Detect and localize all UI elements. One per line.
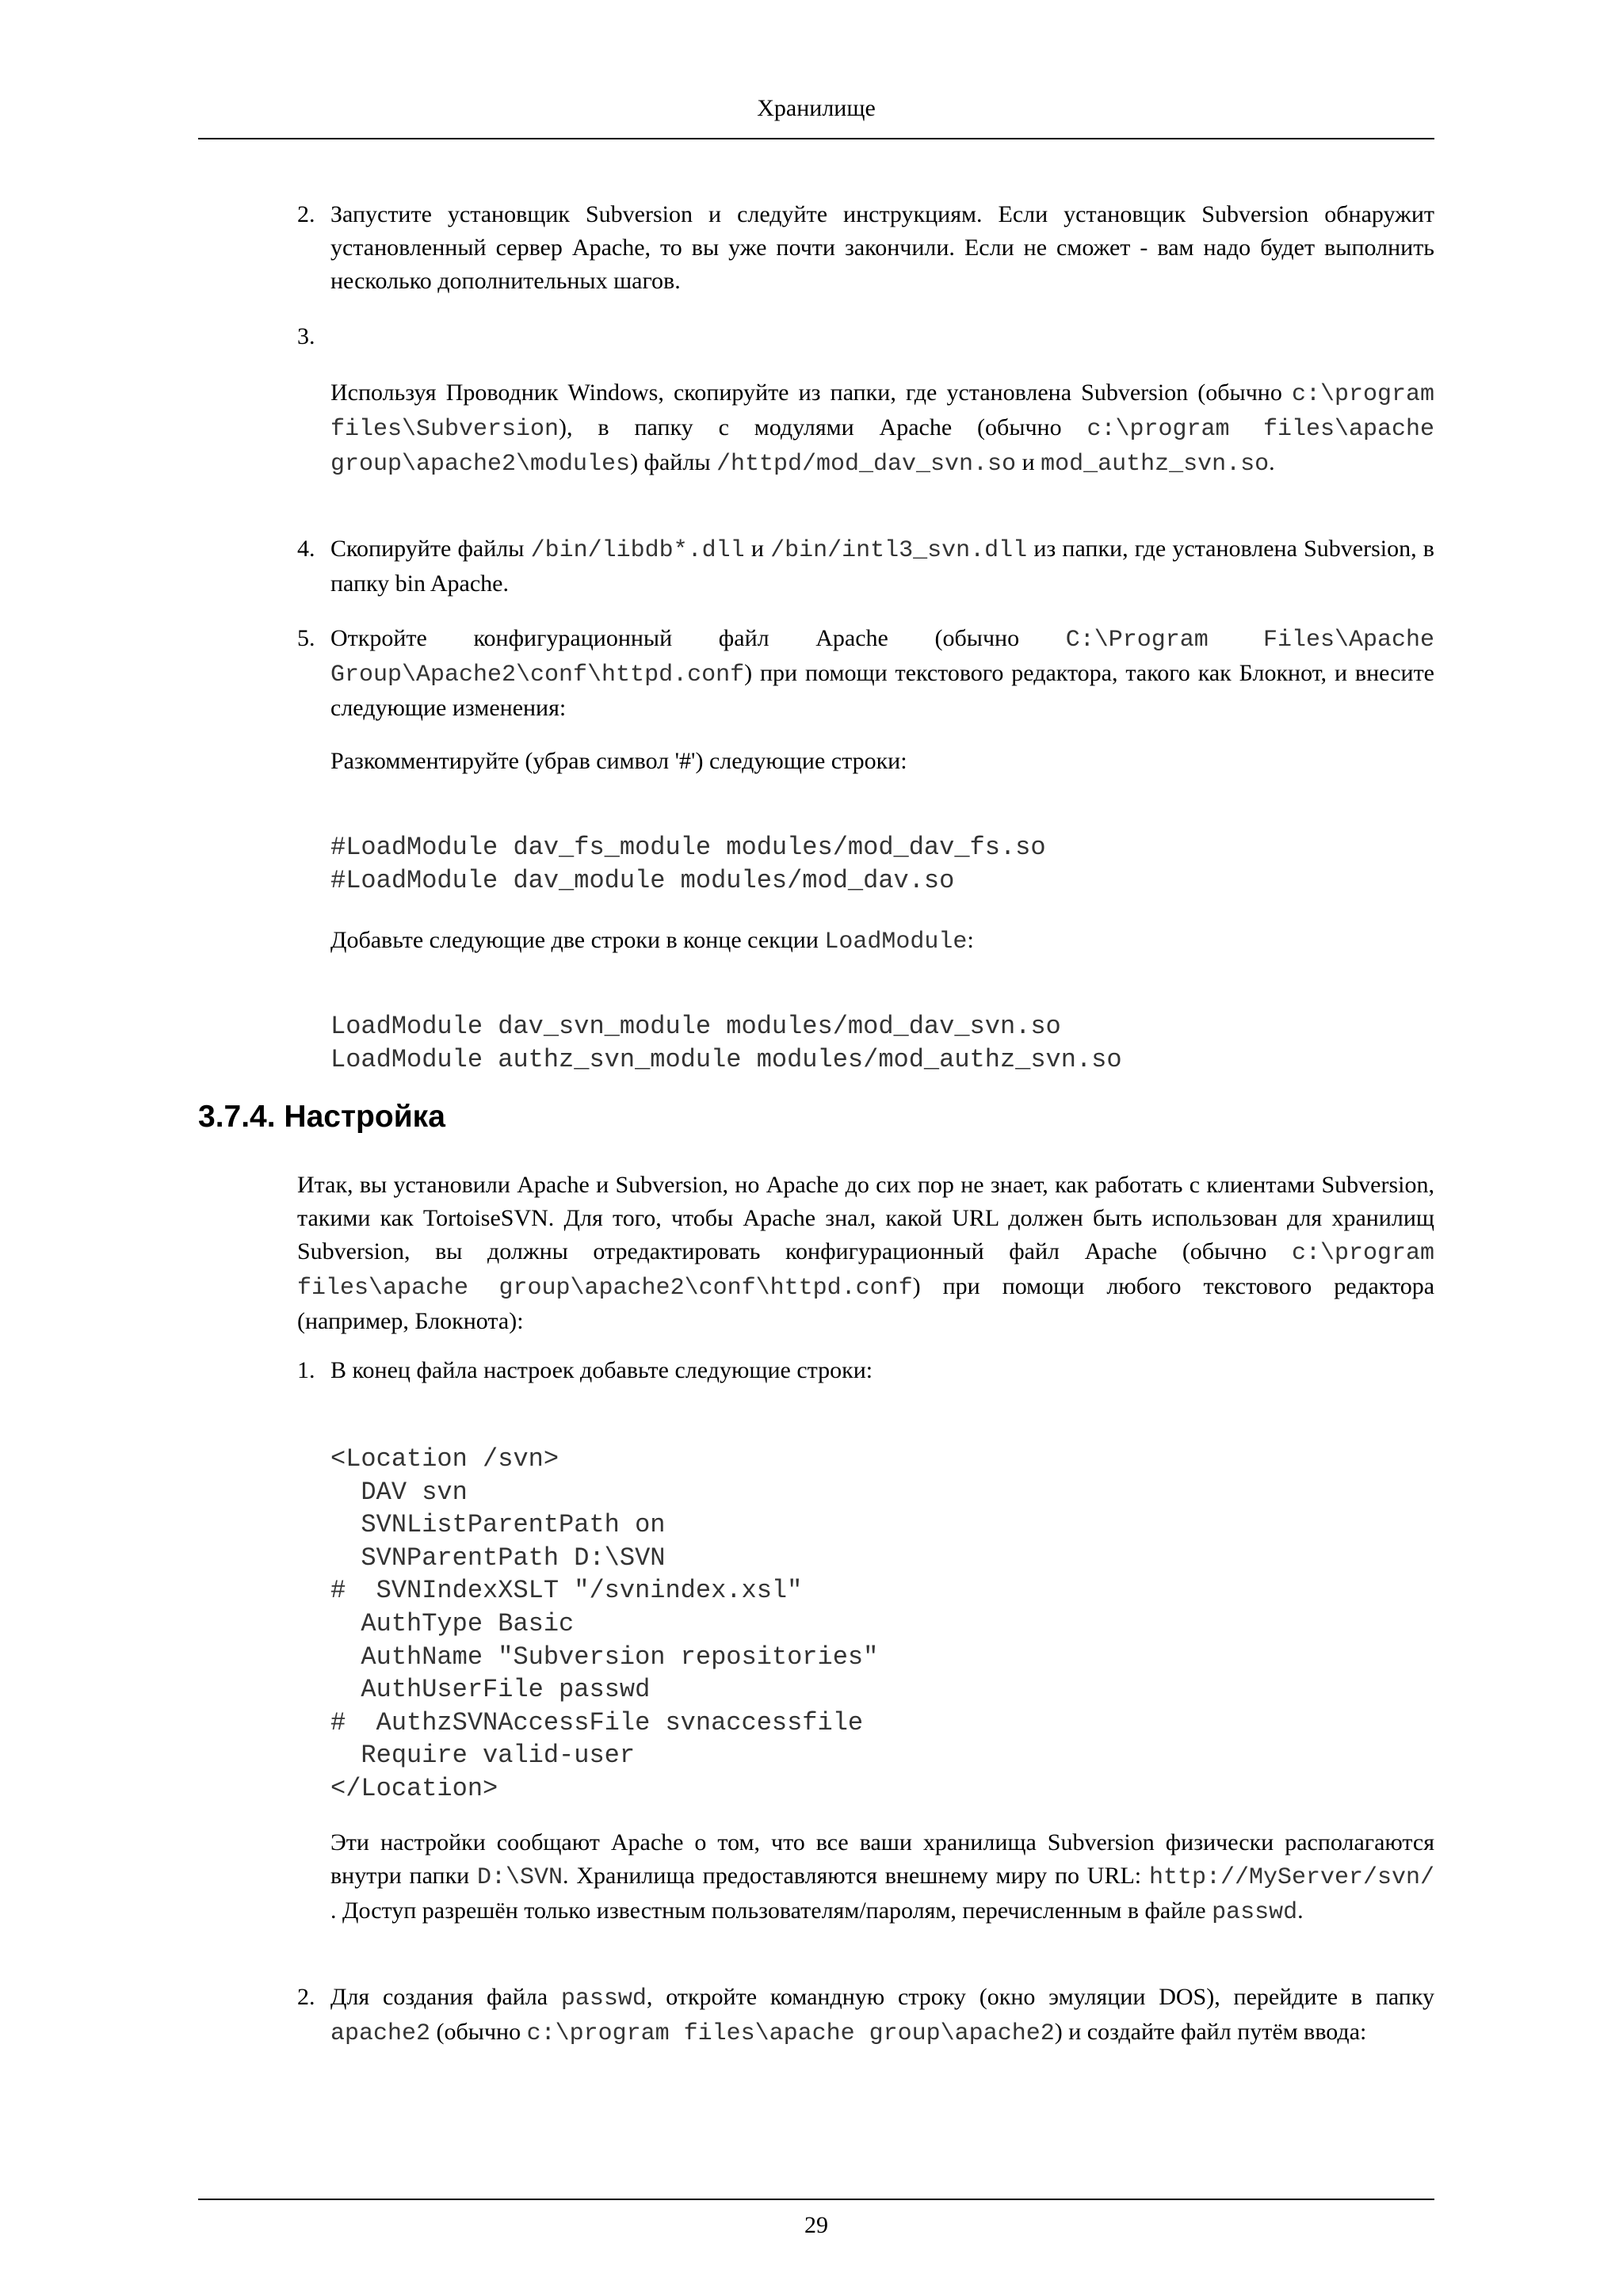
text-run: из папки, где установлена Subversion, в папку bin Apache. <box>330 536 1434 597</box>
list-number: 2. <box>297 1984 315 2010</box>
inline-code: D:\SVN <box>477 1864 563 1891</box>
text-run: Скопируйте файлы <box>330 536 531 562</box>
inline-code: /httpd/mod_dav_svn.so <box>716 451 1017 478</box>
text-run: ) файлы <box>630 449 716 475</box>
list-item-text <box>330 532 1434 601</box>
text-run: и <box>744 536 771 562</box>
text-run: ) при помощи текстового редактора, такого как Блокнот, и внесите следующие изменения: <box>330 660 1434 721</box>
inline-code: c:\program files\apache group\apache2\modules <box>330 416 1434 478</box>
text-run: Эти настройки сообщают Apache о том, что все ваши хранилища Subversion физически располагаются внутри папки <box>330 1829 1434 1889</box>
inline-code: C:\Program Files\Apache Group\Apache2\conf\httpd.conf <box>330 627 1434 688</box>
list-number: 2. <box>297 201 315 227</box>
text-run: Добавьте следующие две строки в конце секции <box>330 927 825 953</box>
page-number: 29 <box>804 2212 828 2238</box>
text-run: ), в папку с модулями Apache (обычно <box>559 414 1087 441</box>
list-number: 1. <box>297 1357 315 1383</box>
list-number: 3. <box>297 323 315 349</box>
header-rule <box>198 138 1434 139</box>
inline-code: http://MyServer/svn/ <box>1148 1864 1434 1891</box>
text-run: ) при помощи любого текстового редактора (например, Блокнота): <box>297 1273 1435 1334</box>
running-header: Хранилище <box>757 95 876 121</box>
list-number: 4. <box>297 536 315 562</box>
explanation-paragraph <box>330 1826 1434 1929</box>
text-run: . <box>1269 449 1275 475</box>
text-run: . Доступ разрешён только известным пользователям/паролям, перечисленным в файле <box>330 1897 1212 1924</box>
list-item-text <box>330 376 1434 481</box>
list-number: 5. <box>297 625 315 651</box>
inline-code: c:\program files\Subversion <box>330 381 1434 443</box>
inline-code: apache2 <box>330 2020 431 2047</box>
code-block: #LoadModule dav_fs_module modules/mod_dav_fs.so #LoadModule dav_module modules/mod_dav.so <box>330 833 1046 895</box>
text-run: Для создания файла <box>330 1984 561 2010</box>
inline-code: /bin/intl3_svn.dll <box>770 537 1028 564</box>
inline-code: LoadModule <box>824 929 968 955</box>
list-item-text <box>330 1981 1434 2050</box>
add-lines-instruction <box>330 924 1434 959</box>
inline-code: /bin/libdb*.dll <box>530 537 745 564</box>
code-block: LoadModule dav_svn_module modules/mod_dav_svn.so LoadModule authz_svn_module modules/mod_authz_svn.so <box>330 1012 1122 1074</box>
text-run: и <box>1016 449 1041 475</box>
uncomment-instruction: Разкомментируйте (убрав символ '#') следующие строки: <box>330 748 907 774</box>
intro-paragraph <box>297 1169 1434 1338</box>
list-item-text: Запустите установщик Subversion и следуйте инструкциям. Если установщик Subversion обнаружит установленный сервер Apache, то вы уже почти закончили. Если не сможет - вам надо будет выполнить несколько дополнительных шагов. <box>330 201 1434 294</box>
section-heading: 3.7.4. Настройка <box>198 1100 445 1134</box>
text-run: Используя Проводник Windows, скопируйте из папки, где установлена Subversion (обычно <box>330 379 1292 406</box>
list-item-text: В конец файла настроек добавьте следующие строки: <box>330 1357 873 1383</box>
inline-code: passwd <box>560 1985 647 2012</box>
text-run: Итак, вы установили Apache и Subversion, но Apache до сих пор не знает, как работать с клиентами Subversion, такими как TortoiseSVN. Для того, чтобы Apache знал, какой URL должен быть использован для хранилищ Subversion, вы должны отредактировать конфигурационный файл Apache (обычно <box>297 1172 1434 1264</box>
inline-code: passwd <box>1212 1899 1298 1926</box>
text-run: ) и создайте файл путём ввода: <box>1054 2019 1367 2045</box>
inline-code: c:\program files\apache group\apache2 <box>526 2020 1055 2047</box>
code-block: <Location /svn> DAV svn SVNListParentPath on SVNParentPath D:\SVN # SVNIndexXSLT "/svnindex.xsl" AuthType Basic AuthName "Subversion repositories" AuthUserFile passwd # AuthzSVNAccessFile svnaccessfile Require valid-user </Location> <box>330 1444 879 1803</box>
inline-code: mod_authz_svn.so <box>1041 451 1270 478</box>
text-run: . <box>1297 1897 1304 1924</box>
text-run: (обычно <box>430 2019 527 2045</box>
list-item-text <box>330 622 1434 725</box>
text-run: Откройте конфигурационный файл Apache (обычно <box>330 625 1066 651</box>
text-run: . Хранилища предоставляются внешнему миру по URL: <box>563 1863 1149 1889</box>
inline-code: c:\program files\apache group\apache2\conf\httpd.conf <box>297 1240 1434 1302</box>
footer-rule <box>198 2199 1434 2200</box>
text-run: : <box>967 927 974 953</box>
text-run: , откройте командную строку (окно эмуляции DOS), перейдите в папку <box>646 1984 1434 2010</box>
